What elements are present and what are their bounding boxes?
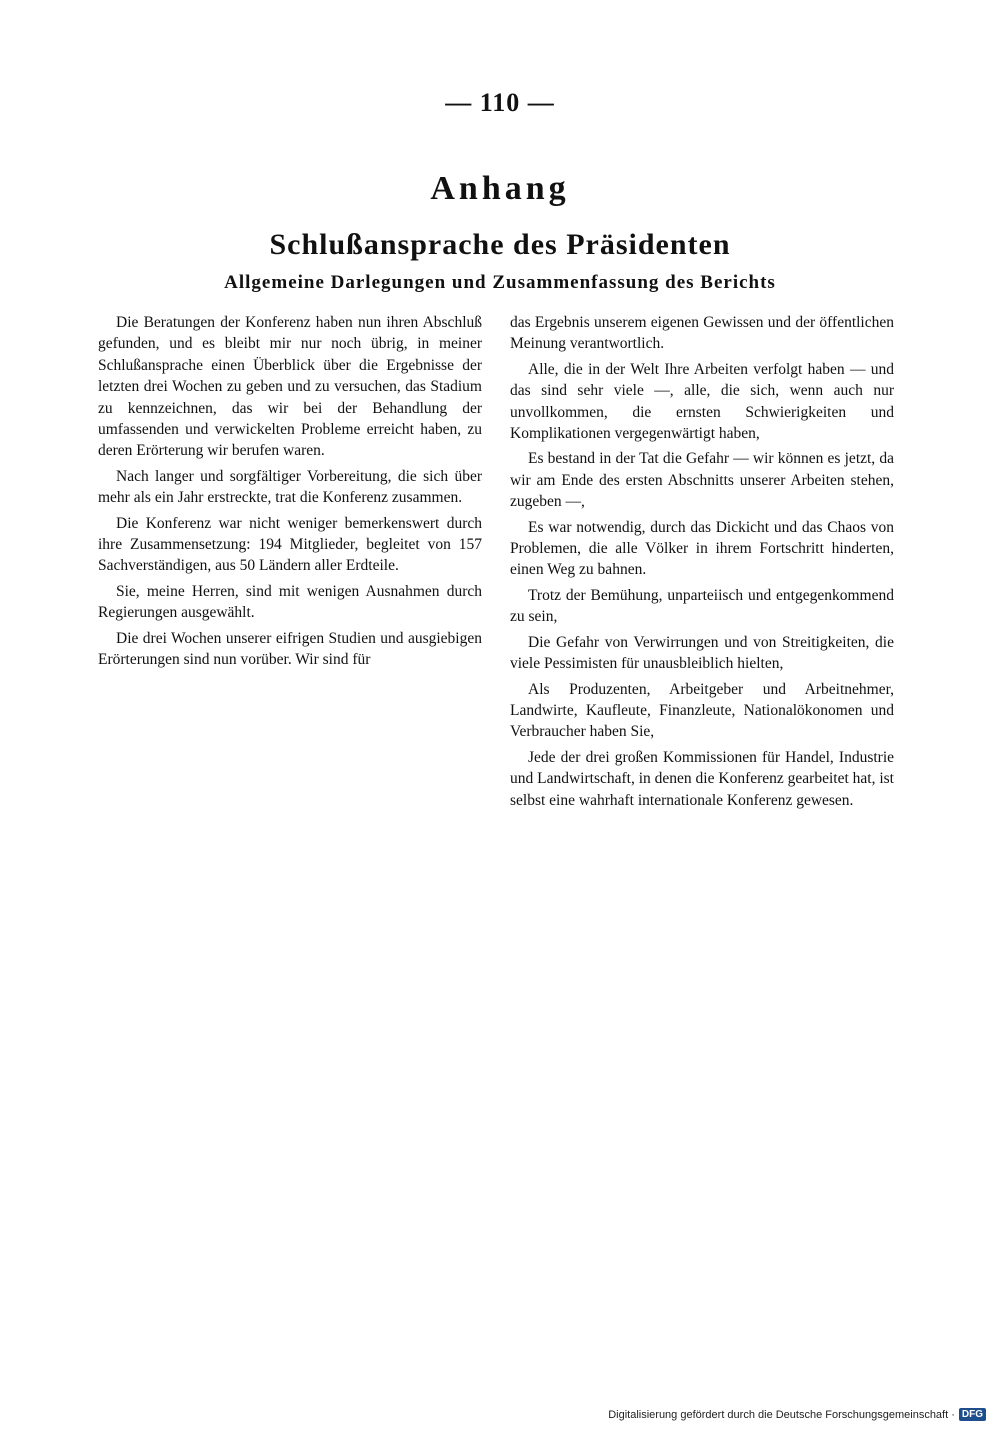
paragraph: Die Gefahr von Verwirrungen und von Streitigkeiten, die viele Pessimisten für unausbleiblich hielten, bbox=[510, 633, 894, 673]
paragraph: Jede der drei großen Kommissionen für Handel, Industrie und Landwirtschaft, in denen die Konferenz gearbeitet hat, ist selbst eine wahrhaft internationale Konferenz gewesen. bbox=[510, 748, 894, 809]
paragraph: Es bestand in der Tat die Gefahr — wir können es jetzt, da wir am Ende des ersten Abschnitts unserer Arbeiten stehen, zugeben —, bbox=[510, 450, 894, 511]
paragraph: Als Produzenten, Arbeitgeber und Arbeitnehmer, Landwirte, Kaufleute, Finanzleute, Nationalökonomen und Verbraucher haben Sie, bbox=[510, 680, 894, 741]
right-column bbox=[510, 312, 894, 815]
paragraph: Die drei Wochen unserer eifrigen Studien und ausgiebigen Erörterungen sind nun vorüber. Wir sind für bbox=[98, 629, 482, 669]
speech-subtitle: Allgemeine Darlegungen und Zusammenfassung des Berichts bbox=[224, 272, 776, 293]
paragraph: das Ergebnis unserem eigenen Gewissen und der öffentlichen Meinung verantwortlich. bbox=[510, 314, 894, 353]
section-title: Anhang bbox=[430, 170, 570, 207]
page-number: — 110 — bbox=[445, 88, 555, 117]
dfg-logo: DFG bbox=[959, 1408, 986, 1421]
paragraph: Alle, die in der Welt Ihre Arbeiten verfolgt haben — und das sind sehr viele —, alle, die sich, wenn auch nur unvollkommen, die ernsten Schwierigkeiten und Komplikationen vergegenwärtigt haben, bbox=[510, 360, 894, 443]
speech-title: Schlußansprache des Präsidenten bbox=[269, 228, 731, 261]
paragraph: Nach langer und sorgfältiger Vorbereitung, die sich über mehr als ein Jahr erstreckte, trat die Konferenz zusammen. bbox=[98, 467, 482, 507]
paragraph: Die Beratungen der Konferenz haben nun ihren Abschluß gefunden, und es bleibt mir nur noch übrig, in meiner Schlußansprache einen Überblick über die Ergebnisse der letzten drei Wochen zu geben und zu versuchen, das Stadium zu kennzeichnen, das wir bei der Behandlung der umfassenden und verwickelten Probleme erreicht haben, zu deren Erörterung wir berufen waren. bbox=[98, 314, 482, 460]
paragraph: Sie, meine Herren, sind mit wenigen Ausnahmen durch Regierungen ausgewählt. bbox=[98, 582, 482, 622]
paragraph: Es war notwendig, durch das Dickicht und das Chaos von Problemen, die alle Völker in ihrem Fortschritt hinderten, einen Weg zu bahnen. bbox=[510, 518, 894, 579]
left-column bbox=[98, 312, 482, 675]
footer-text: Digitalisierung gefördert durch die Deutsche Forschungsgemeinschaft · bbox=[608, 1408, 955, 1421]
paragraph: Die Konferenz war nicht weniger bemerkenswert durch ihre Zusammensetzung: 194 Mitglieder, begleitet von 157 Sachverständigen, aus 50 Ländern aller Erdteile. bbox=[98, 514, 482, 575]
footer bbox=[608, 1408, 986, 1421]
paragraph: Trotz der Bemühung, unparteiisch und entgegenkommend zu sein, bbox=[510, 586, 894, 626]
